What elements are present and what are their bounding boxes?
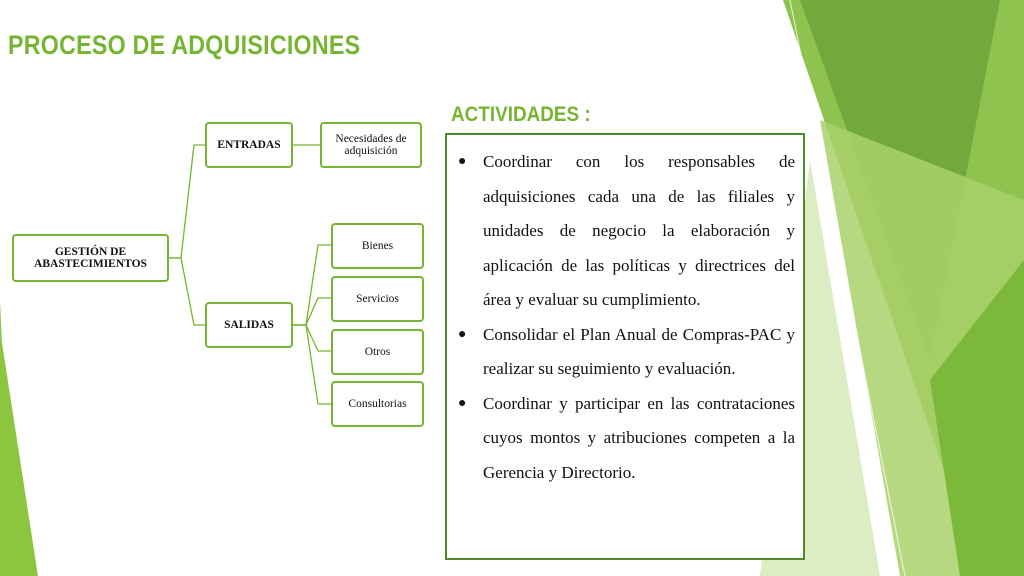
connector-salidas-otros (292, 325, 332, 351)
activity-item (455, 387, 795, 491)
node-root (12, 234, 169, 282)
connector-root-entradas (168, 145, 207, 258)
connector-salidas-servicios (292, 298, 332, 325)
activities-list (455, 145, 795, 490)
activity-item-text: Coordinar con los responsables de adquisiciones cada una de las filiales y unidades de negocio la elaboración y aplicación de las políticas y directrices del área y evaluar su cumplimiento. (483, 152, 795, 309)
bullet-icon: ● (458, 395, 467, 411)
node-necesidades (320, 122, 422, 168)
page-title: PROCESO DE ADQUISICIONES (8, 30, 361, 60)
activity-item-text: Coordinar y participar en las contrataciones cuyos montos y atribuciones competen a la Gerencia y Directorio. (483, 393, 795, 482)
node-otros (331, 329, 424, 375)
node-consultorias-label: Consultorias (348, 398, 407, 410)
bullet-icon: ● (458, 326, 467, 342)
connector-root-salidas (168, 258, 207, 325)
node-root-label: GESTIÓN DE ABASTECIMIENTOS (34, 246, 147, 270)
node-consultorias (331, 381, 424, 427)
node-necesidades-label: Necesidades de adquisición (335, 133, 407, 157)
activity-item (455, 145, 795, 318)
activities-box (445, 133, 805, 560)
node-bienes-label: Bienes (361, 240, 394, 252)
activity-item-text: Consolidar el Plan Anual de Compras-PAC y realizar su seguimiento y evaluación. (483, 324, 795, 378)
activities-heading: ACTIVIDADES : (451, 103, 591, 126)
node-salidas-label: SALIDAS (224, 319, 274, 331)
node-salidas (205, 302, 293, 348)
bullet-icon: ● (458, 154, 467, 169)
node-servicios-label: Servicios (356, 293, 399, 305)
activity-item (455, 318, 795, 387)
node-entradas-label: ENTRADAS (217, 139, 281, 151)
node-servicios (331, 276, 424, 322)
node-otros-label: Otros (364, 346, 391, 358)
node-bienes (331, 223, 424, 269)
node-entradas (205, 122, 293, 168)
